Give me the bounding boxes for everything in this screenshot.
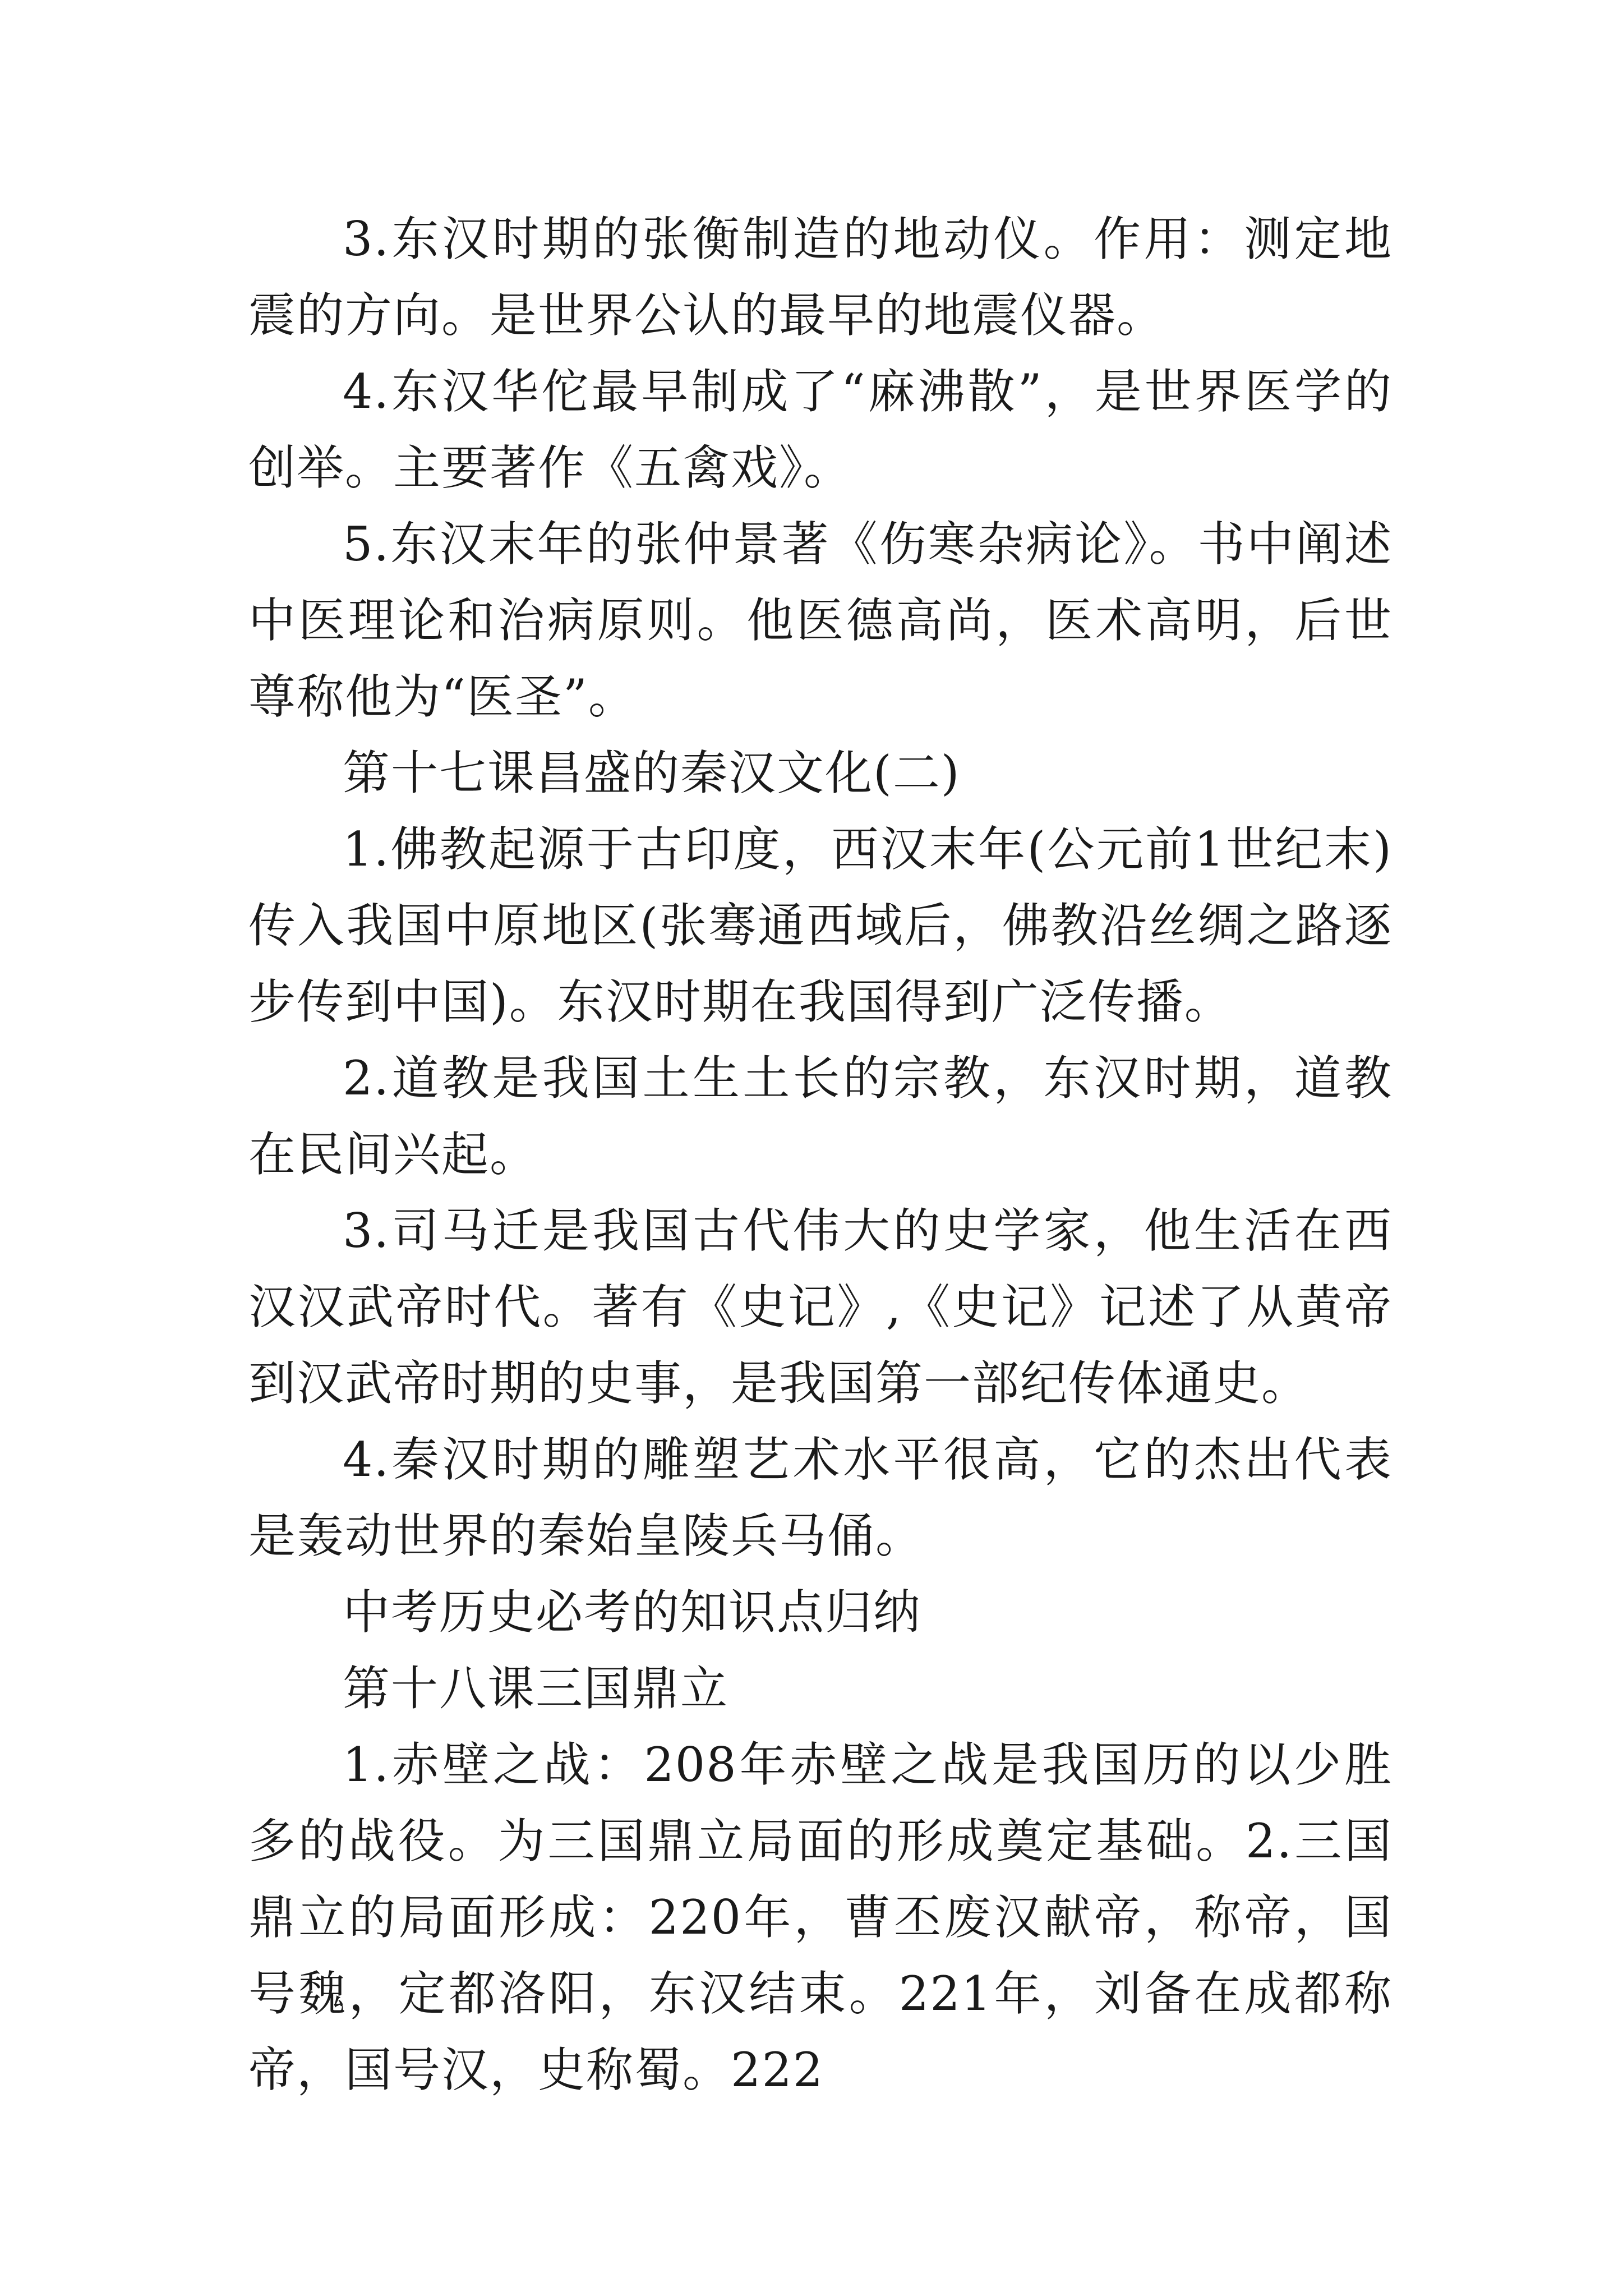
lesson-17-heading: 第十七课昌盛的秦汉文化(二): [343, 746, 961, 800]
document-body: [248, 201, 1393, 2108]
paragraph-buddhism: 1.佛教起源于古印度，西汉末年(公元前1世纪末)传入我国中原地区(张骞通西域后，佛教沿丝绸之路逐步传到中国)。东汉时期在我国得到广泛传播。: [248, 822, 1393, 1029]
paragraph-taoism: 2.道教是我国土生土长的宗教，东汉时期，道教在民间兴起。: [248, 1051, 1393, 1182]
paragraph-sima-qian: 3.司马迁是我国古代伟大的史学家，他生活在西汉汉武帝时代。著有《史记》,《史记》记述了从黄帝到汉武帝时期的史事，是我国第一部纪传体通史。: [248, 1203, 1393, 1411]
paragraph-terracotta: 4.秦汉时期的雕塑艺术水平很高，它的杰出代表是轰动世界的秦始皇陵兵马俑。: [248, 1432, 1393, 1563]
lesson-18-heading: 第十八课三国鼎立: [343, 1661, 729, 1716]
paragraph-hua-tuo: 4.东汉华佗最早制成了“麻沸散”，是世界医学的创举。主要著作《五禽戏》。: [248, 364, 1393, 495]
paragraph-zhang-zhongjing: 5.东汉末年的张仲景著《伤寒杂病论》。书中阐述中医理论和治病原则。他医德高尚，医术高明，后世尊称他为“医圣”。: [248, 517, 1393, 724]
paragraph-three-kingdoms: 1.赤壁之战：208年赤壁之战是我国历的以少胜多的战役。为三国鼎立局面的形成奠定基础。2.三国鼎立的局面形成：220年，曹丕废汉献帝，称帝，国号魏，定都洛阳，东汉结束。221年，刘备在成都称帝，国号汉，史称蜀。222: [248, 1737, 1393, 2097]
section-heading: 中考历史必考的知识点归纳: [343, 1585, 922, 1640]
paragraph-seismograph: 3.东汉时期的张衡制造的地动仪。作用：测定地震的方向。是世界公认的最早的地震仪器。: [248, 211, 1393, 343]
